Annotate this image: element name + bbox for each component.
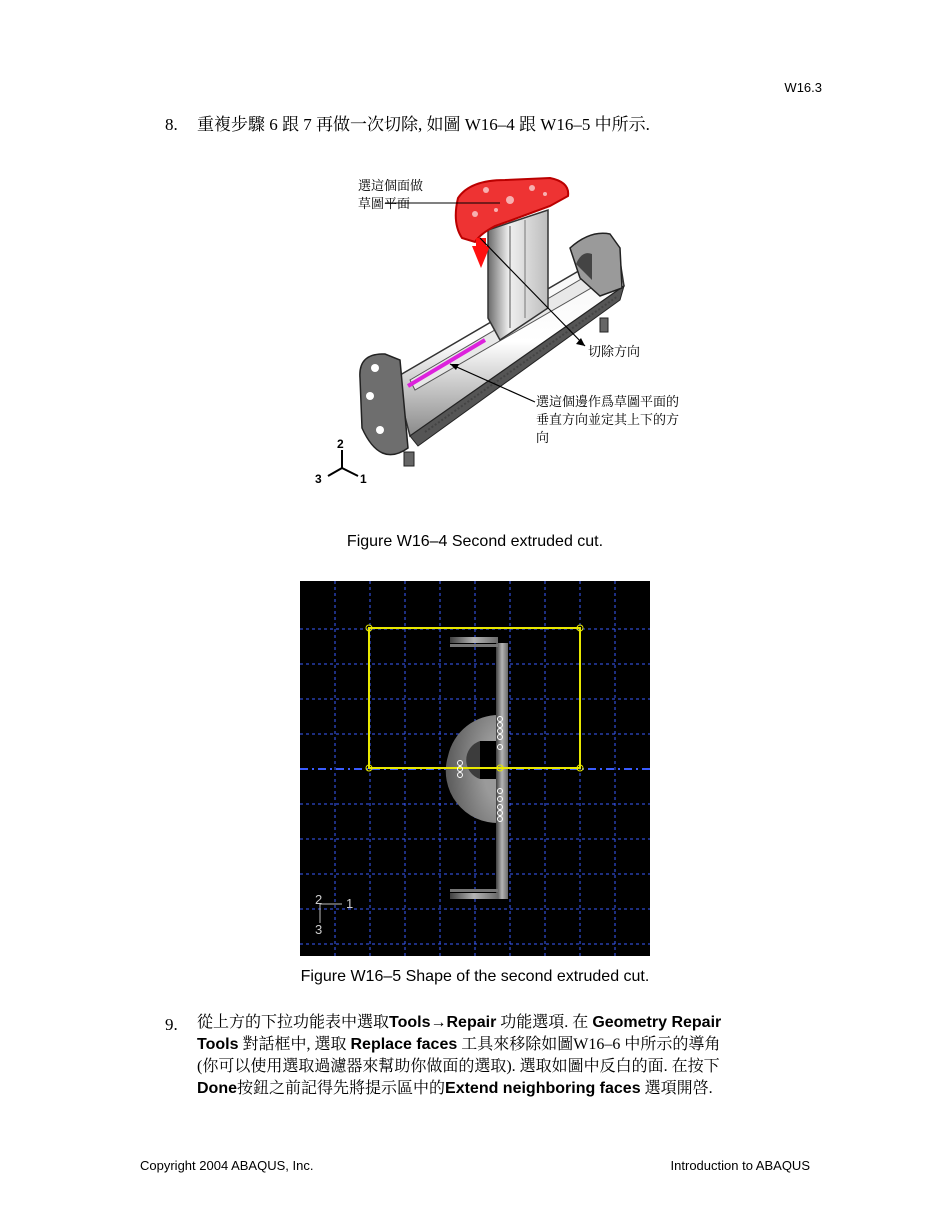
text-run: 按鈕之前記得先將提示區中的 xyxy=(237,1080,446,1097)
label-sketch-plane-2: 草圖平面 xyxy=(358,196,411,211)
triad-1: 1 xyxy=(360,472,367,486)
label-sketch-plane-1: 選這個面做 xyxy=(358,178,424,193)
label-cut-direction: 切除方向 xyxy=(588,344,641,359)
triad-2: 2 xyxy=(337,437,344,451)
figure-w16-4 xyxy=(300,168,720,498)
step-number: 8. xyxy=(165,115,178,134)
figure-caption-w16-4: Figure W16–4 Second extruded cut. xyxy=(346,533,604,550)
tool-name: Replace faces xyxy=(350,1036,458,1053)
triad-3: 3 xyxy=(315,472,322,486)
text-run: 工具來移除如圖W16–6 中所示的導角 xyxy=(457,1036,721,1053)
figure-caption-w16-5: Figure W16–5 Shape of the second extruded cut. xyxy=(300,968,650,985)
label-edge-1: 選這個邊作爲草圖平面的 xyxy=(536,394,680,409)
triad-1: 1 xyxy=(346,896,354,911)
text-run: 從上方的下拉功能表中選取 xyxy=(197,1014,390,1031)
text-run: 功能選項. 在 xyxy=(496,1014,593,1031)
footer-title: Introduction to ABAQUS xyxy=(670,1158,810,1173)
footer-copyright: Copyright 2004 ABAQUS, Inc. xyxy=(140,1158,314,1173)
button-name: Done xyxy=(197,1080,237,1097)
text-run: 對話框中, 選取 xyxy=(238,1036,351,1053)
dialog-name: Tools xyxy=(197,1036,239,1053)
text-run: 選項開啓. xyxy=(640,1080,713,1097)
triad-2: 2 xyxy=(315,892,323,907)
page-number: W16.3 xyxy=(784,80,822,95)
step-text: 重複步驟 6 跟 7 再做一次切除, 如圖 W16–4 跟 W16–5 中所示. xyxy=(197,115,650,134)
step-line-1 xyxy=(197,1012,817,1034)
label-edge-2: 垂直方向並定其上下的方 xyxy=(536,412,680,427)
dialog-name: Geometry Repair xyxy=(592,1014,722,1031)
menu-path: Tools→Repair xyxy=(389,1014,497,1031)
step-line-2 xyxy=(197,1034,817,1056)
step-paragraph xyxy=(197,1012,817,1100)
axis-triad xyxy=(315,437,367,486)
label-edge-3: 向 xyxy=(536,430,550,445)
figure-w16-5 xyxy=(300,581,650,956)
step-number: 9. xyxy=(165,1015,178,1034)
step-line-3: (你可以使用選取過濾器來幫助你做面的選取). 選取如圖中反白的面. 在按下 xyxy=(197,1058,720,1075)
step-line-4 xyxy=(197,1078,817,1100)
option-name: Extend neighboring faces xyxy=(445,1080,641,1097)
triad-3: 3 xyxy=(315,922,323,937)
